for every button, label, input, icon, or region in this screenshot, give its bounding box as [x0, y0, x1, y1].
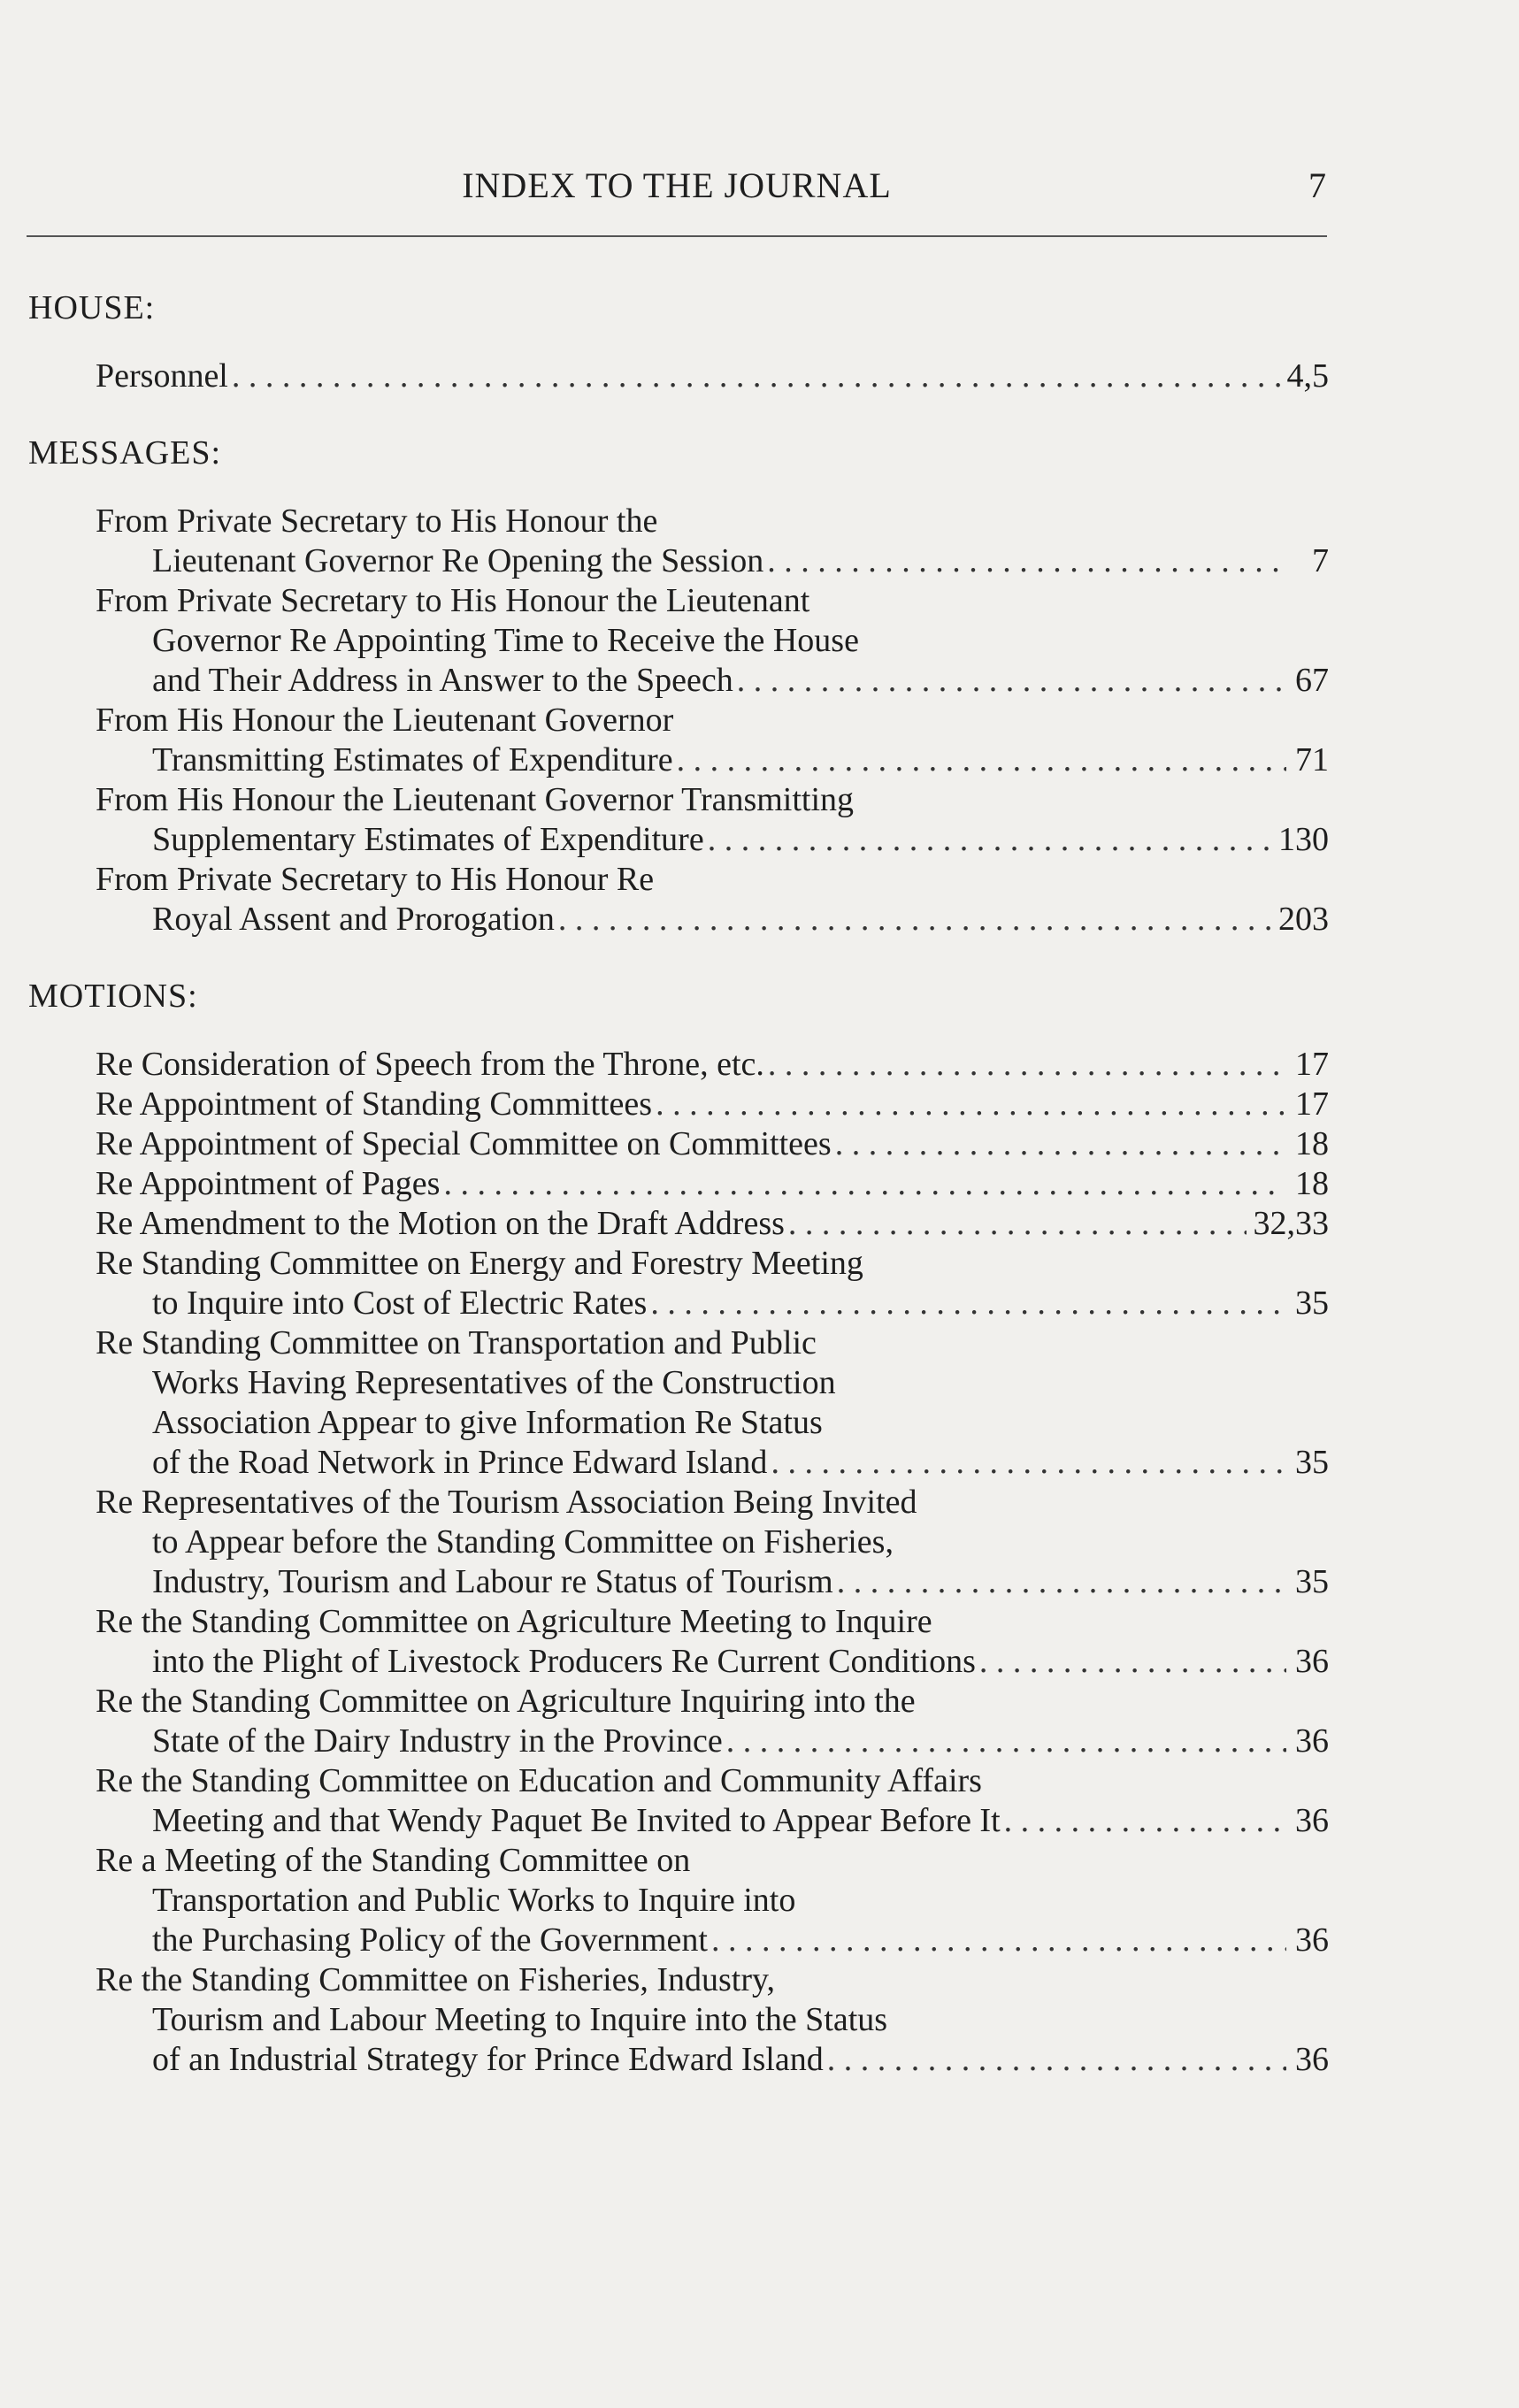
index-entry	[96, 1841, 1329, 1960]
page-reference: 36	[1295, 1802, 1329, 1839]
dot-leader	[768, 1045, 1286, 1085]
index-entry	[96, 1960, 1329, 2080]
entry-line	[96, 1483, 1329, 1522]
entry-text: Re the Standing Committee on Agriculture Inquiring into the	[96, 1683, 916, 1720]
entry-line	[96, 1284, 1329, 1323]
index-entry	[96, 860, 1329, 939]
entry-text: Re Standing Committee on Energy and Forestry Meeting	[96, 1245, 863, 1282]
section-heading: HOUSE:	[28, 289, 156, 326]
entry-line	[96, 1045, 1329, 1085]
index-entry	[96, 1164, 1329, 1204]
dot-leader	[656, 1085, 1286, 1124]
entry-line	[96, 701, 1329, 740]
dot-leader	[835, 1124, 1286, 1164]
page-reference: 7	[1312, 542, 1329, 579]
entry-text: From Private Secretary to His Honour the Lieutenant	[96, 582, 810, 619]
entry-text: to Appear before the Standing Committee on Fisheries,	[152, 1523, 894, 1561]
entry-line	[96, 541, 1329, 581]
entry-text: Re the Standing Committee on Fisheries, Industry,	[96, 1961, 776, 1998]
entry-text: From Private Secretary to His Honour Re	[96, 861, 655, 898]
entry-text: Works Having Representatives of the Construction	[152, 1364, 836, 1401]
page-reference: 35	[1295, 1563, 1329, 1600]
dot-leader	[771, 1443, 1286, 1483]
entry-text: State of the Dairy Industry in the Province	[152, 1722, 723, 1760]
index-entry	[96, 581, 1329, 701]
index-entry	[96, 1204, 1329, 1244]
index-entry	[96, 1045, 1329, 1085]
entry-line	[96, 1443, 1329, 1483]
entry-text: of the Road Network in Prince Edward Island	[152, 1444, 768, 1481]
dot-leader	[788, 1204, 1247, 1244]
dot-leader	[827, 2040, 1286, 2080]
entry-line	[96, 357, 1329, 396]
entry-line	[96, 1363, 1329, 1403]
index-section	[28, 977, 1329, 2080]
entry-line	[96, 860, 1329, 900]
entry-line	[96, 1124, 1329, 1164]
page-reference: 18	[1295, 1165, 1329, 1202]
entry-text: Royal Assent and Prorogation	[152, 901, 555, 938]
page-reference: 35	[1295, 1285, 1329, 1322]
entry-text: From His Honour the Lieutenant Governor Transmitting	[96, 781, 855, 818]
page-reference: 203	[1278, 901, 1329, 938]
page-reference: 36	[1295, 1722, 1329, 1760]
dot-leader	[232, 357, 1280, 396]
index-section	[28, 433, 1329, 939]
page-reference: 67	[1295, 662, 1329, 699]
entry-line	[96, 502, 1329, 541]
entry-line	[96, 1682, 1329, 1722]
entry-line	[96, 2000, 1329, 2040]
dot-leader	[726, 1722, 1286, 1761]
entry-text: Association Appear to give Information Re Status	[152, 1404, 823, 1441]
entry-line	[96, 1921, 1329, 1960]
entry-text: Governor Re Appointing Time to Receive the House	[152, 622, 859, 659]
dot-leader	[767, 541, 1286, 581]
page-reference: 4,5	[1286, 357, 1329, 395]
entry-text: the Purchasing Policy of the Government	[152, 1921, 708, 1959]
entry-line	[96, 581, 1329, 621]
entry-text: Transmitting Estimates of Expenditure	[152, 741, 673, 778]
entry-line	[96, 780, 1329, 820]
entry-text: into the Plight of Livestock Producers Re Current Conditions	[152, 1643, 976, 1680]
entry-text: of an Industrial Strategy for Prince Edward Island	[152, 2041, 824, 2078]
section-heading: MOTIONS:	[28, 978, 198, 1015]
index-entry	[96, 1085, 1329, 1124]
entry-text: to Inquire into Cost of Electric Rates	[152, 1285, 648, 1322]
entry-line	[96, 1522, 1329, 1562]
entry-text: Lieutenant Governor Re Opening the Session	[152, 542, 764, 579]
entry-line	[96, 1761, 1329, 1801]
index-entry	[96, 1761, 1329, 1841]
entry-text: Re the Standing Committee on Education and Community Affairs	[96, 1762, 982, 1799]
page-reference: 32,33	[1253, 1205, 1329, 1242]
index-entry	[96, 1323, 1329, 1483]
entry-line	[96, 2040, 1329, 2080]
dot-leader	[708, 820, 1271, 860]
dot-leader	[711, 1921, 1286, 1960]
entry-text: Meeting and that Wendy Paquet Be Invited to Appear Before It	[152, 1802, 1001, 1839]
index-entry	[96, 502, 1329, 581]
index-content	[28, 288, 1329, 2117]
entry-line	[96, 1960, 1329, 2000]
entry-text: Tourism and Labour Meeting to Inquire into the Status	[152, 2001, 888, 2038]
index-entry	[96, 1682, 1329, 1761]
entry-line	[96, 1403, 1329, 1443]
entry-line	[96, 1164, 1329, 1204]
page-reference: 36	[1295, 1921, 1329, 1959]
dot-leader	[558, 900, 1271, 939]
dot-leader	[979, 1642, 1286, 1682]
page-reference: 71	[1295, 741, 1329, 778]
entry-line	[96, 1323, 1329, 1363]
entry-line	[96, 1244, 1329, 1284]
page-number: 7	[1308, 165, 1327, 205]
entry-text: Re Consideration of Speech from the Throne, etc.	[96, 1046, 764, 1083]
entry-line	[96, 1085, 1329, 1124]
index-entry	[96, 701, 1329, 780]
entry-text: Transportation and Public Works to Inquire into	[152, 1882, 796, 1919]
entry-text: From His Honour the Lieutenant Governor	[96, 702, 674, 739]
entry-text: Industry, Tourism and Labour re Status of Tourism	[152, 1563, 833, 1600]
dot-leader	[837, 1562, 1286, 1602]
index-entry	[96, 780, 1329, 860]
index-entry	[96, 1483, 1329, 1602]
page-reference: 36	[1295, 1643, 1329, 1680]
entry-line	[96, 1204, 1329, 1244]
entry-line	[96, 1841, 1329, 1881]
entry-line	[96, 820, 1329, 860]
entry-line	[96, 1562, 1329, 1602]
entry-text: Re Amendment to the Motion on the Draft Address	[96, 1205, 785, 1242]
header-rule	[27, 235, 1327, 237]
entry-text: and Their Address in Answer to the Speech	[152, 662, 733, 699]
entry-line	[96, 1801, 1329, 1841]
entry-text: Re the Standing Committee on Agriculture Meeting to Inquire	[96, 1603, 932, 1640]
page-reference: 17	[1295, 1085, 1329, 1123]
index-entry	[96, 357, 1329, 396]
page-reference: 130	[1278, 821, 1329, 858]
entry-line	[96, 900, 1329, 939]
entry-text: Re Appointment of Pages	[96, 1165, 441, 1202]
entry-text: Re Standing Committee on Transportation and Public	[96, 1324, 817, 1361]
entry-text: Re Appointment of Standing Committees	[96, 1085, 653, 1123]
entry-text: Re a Meeting of the Standing Committee on	[96, 1842, 691, 1879]
page-reference: 17	[1295, 1046, 1329, 1083]
dot-leader	[737, 661, 1286, 701]
entry-text: From Private Secretary to His Honour the	[96, 502, 658, 540]
page-reference: 35	[1295, 1444, 1329, 1481]
index-section	[28, 288, 1329, 396]
page-reference: 36	[1295, 2041, 1329, 2078]
dot-leader	[443, 1164, 1286, 1204]
index-entry	[96, 1602, 1329, 1682]
entry-text: Re Representatives of the Tourism Association Being Invited	[96, 1484, 917, 1521]
entry-line	[96, 1642, 1329, 1682]
entry-line	[96, 621, 1329, 661]
page-title: INDEX TO THE JOURNAL	[462, 165, 892, 205]
page-reference: 18	[1295, 1125, 1329, 1162]
entry-line	[96, 1881, 1329, 1921]
section-heading: MESSAGES:	[28, 434, 222, 472]
entry-text: Personnel	[96, 357, 228, 395]
index-entry	[96, 1124, 1329, 1164]
dot-leader	[650, 1284, 1286, 1323]
entry-line	[96, 661, 1329, 701]
entry-line	[96, 1722, 1329, 1761]
running-header	[27, 165, 1327, 218]
entry-text: Supplementary Estimates of Expenditure	[152, 821, 704, 858]
entry-line	[96, 740, 1329, 780]
entry-text: Re Appointment of Special Committee on Committees	[96, 1125, 832, 1162]
entry-line	[96, 1602, 1329, 1642]
dot-leader	[1004, 1801, 1286, 1841]
dot-leader	[677, 740, 1286, 780]
index-entry	[96, 1244, 1329, 1323]
